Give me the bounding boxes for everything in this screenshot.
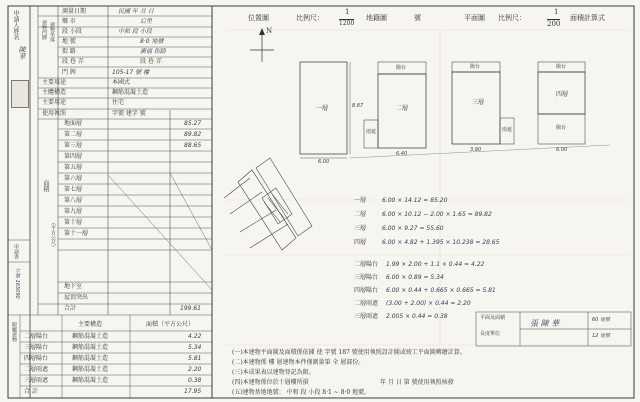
location-scale-label: 比例尺： <box>296 14 324 22</box>
aux-calc-expr: 6.00 × 0.44 + 0.665 × 0.665 = 5.81 <box>386 287 496 294</box>
main-purpose-value: 住宅 <box>112 99 125 106</box>
calc-expr: 6.00 × 4.82 + 1.395 × 10.238 = 28.65 <box>382 239 500 246</box>
row-lot-value: 8·0 地號 <box>140 38 164 45</box>
floor-label: 第十一層 <box>64 230 89 237</box>
floor-label: 第三層 <box>64 142 83 149</box>
aux-total-value: 17.95 <box>184 388 202 395</box>
permit-value: 字號 建字 號 <box>112 110 146 117</box>
floor-total-value: 199.61 <box>180 305 201 312</box>
aux-header-label: 附屬建物 <box>11 322 17 342</box>
dim-label: 3.90 <box>470 147 482 153</box>
plan-balcony-label: 陽台 <box>556 64 567 70</box>
note-extra: 年 月 日 第 號使用執照核發 <box>380 379 454 386</box>
main-use-value: 本國式 <box>112 79 131 86</box>
permit-label: 使用執照 <box>42 110 67 117</box>
row-survey-date-label: 測量日期 <box>62 8 87 15</box>
aux-row-label: 二層陽台 <box>24 333 49 340</box>
stamp-unit-1: 60 地號 <box>592 317 610 323</box>
row-lot-label: 地 號 <box>62 38 76 45</box>
calc-floor: 三層 <box>354 225 367 232</box>
row-section-value: 中和 段 小段 <box>118 28 152 35</box>
note-line: (一)本建物平面圖及面積係依據 使 字號 187 號使用執照設計圖或竣工平面圖轉繪計算。 <box>232 349 466 356</box>
aux-row-value: 5.81 <box>188 355 202 362</box>
calc-expr: 6.00 × 14.12 = 85.20 <box>382 197 448 204</box>
calc-expr: 6.00 × 10.12 − 2.00 × 1.65 = 89.82 <box>382 211 492 218</box>
row-lane-value: 段 巷 弄 <box>140 58 162 65</box>
plan-1f-label: 一層 <box>316 105 329 112</box>
floor-label: 第七層 <box>64 186 83 193</box>
build-location-label: 建物坐落 <box>49 22 55 42</box>
row-lane-label: 段 巷 弄 <box>62 58 84 65</box>
aux-calc-floor: 四層陽台 <box>354 287 379 294</box>
plan-label: 平面圖 <box>464 14 485 22</box>
aux-total-label: 合 計 <box>24 388 38 395</box>
cadastral-sheet-label: 地籍圖 <box>366 14 387 22</box>
floor-label: 地下室 <box>64 283 83 290</box>
stamp-label-1: 平面及面積 <box>480 315 506 321</box>
calc-floor: 一層 <box>354 197 367 204</box>
filing-label: 申請書 <box>13 244 19 259</box>
floor-value: 85.27 <box>184 120 202 127</box>
dim-label: 8.87 <box>352 103 364 109</box>
floor-total-label: 合計 <box>64 305 77 312</box>
aux-calc-floor: 三層雨遮 <box>354 313 379 320</box>
aux-calc-floor: 二層陽台 <box>354 261 379 268</box>
main-use-label: 主要用途 <box>42 79 67 86</box>
plan-balcony-label: 陽台 <box>470 64 481 70</box>
note-line: (二)本建物係 樓 層建物本件僅測量第 全 層部份。 <box>232 359 365 366</box>
building-section-label: 建物門牌 <box>41 20 47 40</box>
row-city-label: 鄉 市 <box>62 18 76 25</box>
calc-floor: 二層 <box>354 211 367 218</box>
aux-calc-expr: 2.005 × 0.44 = 0.38 <box>386 313 448 320</box>
location-scale-den: 1200 <box>339 20 355 27</box>
dim-label: 6.00 <box>556 147 568 153</box>
aux-row-value: 5.34 <box>188 344 202 351</box>
location-map-label: 位置圖 <box>248 14 269 22</box>
row-section-label: 段 小段 <box>62 28 82 35</box>
applicant-label: 申請人姓名 <box>12 10 19 40</box>
plan-2f-label: 二層 <box>396 105 409 112</box>
aux-row-label: 三層陽台 <box>24 344 49 351</box>
aux-row-structure: 鋼筋混凝土造 <box>72 344 109 351</box>
aux-calc-expr: (3.00 + 2.00) × 0.44 = 2.20 <box>386 300 471 307</box>
floor-label: 第五層 <box>64 164 83 171</box>
dim-label: 6.40 <box>396 151 408 157</box>
aux-row-value: 4.22 <box>188 333 202 340</box>
floor-label: 第六層 <box>64 175 83 182</box>
floor-area-label: 面積 <box>42 180 49 192</box>
location-scale-num: 1 <box>345 8 350 16</box>
note-line: (三)本成果表以建物登記為限。 <box>232 369 315 376</box>
seal-text: 陳華 <box>18 46 26 60</box>
floor-label: 第九層 <box>64 208 83 215</box>
north-label: N <box>266 27 273 35</box>
row-street-value: 廣福 街路 <box>140 48 166 55</box>
dim-label: 6.00 <box>318 159 330 165</box>
floor-label: 第十層 <box>64 219 83 226</box>
plan-balcony-label: 陽台 <box>396 65 407 71</box>
aux-calc-floor: 三層陽台 <box>354 274 379 281</box>
row-doorplate-label: 門 牌 <box>62 69 76 76</box>
note-line: (四)本建物係位於十層樓所損 <box>232 379 309 386</box>
seal-stamp <box>11 80 29 108</box>
aux-row-structure: 鋼筋混凝土造 <box>72 377 109 384</box>
main-structure-label: 主體構造 <box>42 89 67 96</box>
cadastral-sheet-no: 號 <box>414 14 421 22</box>
plan-rain-label: 雨遮 <box>502 127 513 133</box>
floor-label: 第二層 <box>64 131 83 138</box>
row-doorplate-value: 105-17 號 樓 <box>112 69 150 76</box>
aux-row-value: 0.38 <box>188 377 202 384</box>
stamp-label-2: 長度單位 <box>480 331 501 337</box>
row-survey-date-value: 民國 年 月 日 <box>118 8 154 15</box>
aux-row-label: 四層陽台 <box>24 355 49 362</box>
plan-rain-label: 雨遮 <box>366 129 377 135</box>
stamp-unit-2: 12 地號 <box>592 333 610 339</box>
plan-balcony-label: 陽台 <box>556 125 567 131</box>
aux-calc-floor: 二層雨遮 <box>354 300 379 307</box>
plan-3f-label: 三層 <box>472 99 485 106</box>
note-line: (五)建物基地地號： 中和 段 小段 8·1 ~ 8·0 地號。 <box>232 389 371 396</box>
aux-row-structure: 鋼筋混凝土造 <box>72 366 109 373</box>
floor-value: 89.82 <box>184 131 202 138</box>
stamp-signature: 張 陳 華 <box>530 319 560 328</box>
plan-scale-label: 比例尺： <box>498 14 526 22</box>
plan-scale-den: 200 <box>547 20 561 28</box>
plan-scale-num: 1 <box>554 8 559 16</box>
row-street-label: 街 路 <box>62 48 76 55</box>
plan-4f-label: 四層 <box>556 91 569 98</box>
floor-label: 第八層 <box>64 197 83 204</box>
main-structure-value: 鋼筋混凝土造 <box>112 89 149 96</box>
area-calc-label: 面積計算式 <box>570 14 605 22</box>
aux-row-label: 三層雨遮 <box>24 377 49 384</box>
floor-value: 88.65 <box>184 142 202 149</box>
floor-label: 地面層 <box>64 120 83 127</box>
aux-row-value: 2.20 <box>188 366 202 373</box>
calc-expr: 6.00 × 9.27 = 55.60 <box>382 225 444 232</box>
floor-label: 第四層 <box>64 153 83 160</box>
aux-row-label: 二層雨遮 <box>24 366 49 373</box>
filing-number: 字號 165090 <box>14 268 20 299</box>
aux-row-structure: 鋼筋混凝土造 <box>72 333 109 340</box>
main-purpose-label: 主要用途 <box>42 99 67 106</box>
aux-calc-expr: 6.00 × 0.89 = 5.34 <box>386 274 444 281</box>
aux-calc-expr: 1.99 × 2.00 + 1.1 × 0.44 = 4.22 <box>386 261 485 268</box>
row-city-value: 后里 <box>140 18 153 25</box>
aux-header-structure: 主要構造 <box>78 321 103 328</box>
aux-row-structure: 鋼筋混凝土造 <box>72 355 109 362</box>
floor-area-unit: （平方公尺） <box>50 220 56 250</box>
floor-label: 屋頂突出 <box>64 294 89 301</box>
aux-header-area: 面積（平方公尺） <box>146 321 195 328</box>
calc-floor: 四層 <box>354 239 367 246</box>
